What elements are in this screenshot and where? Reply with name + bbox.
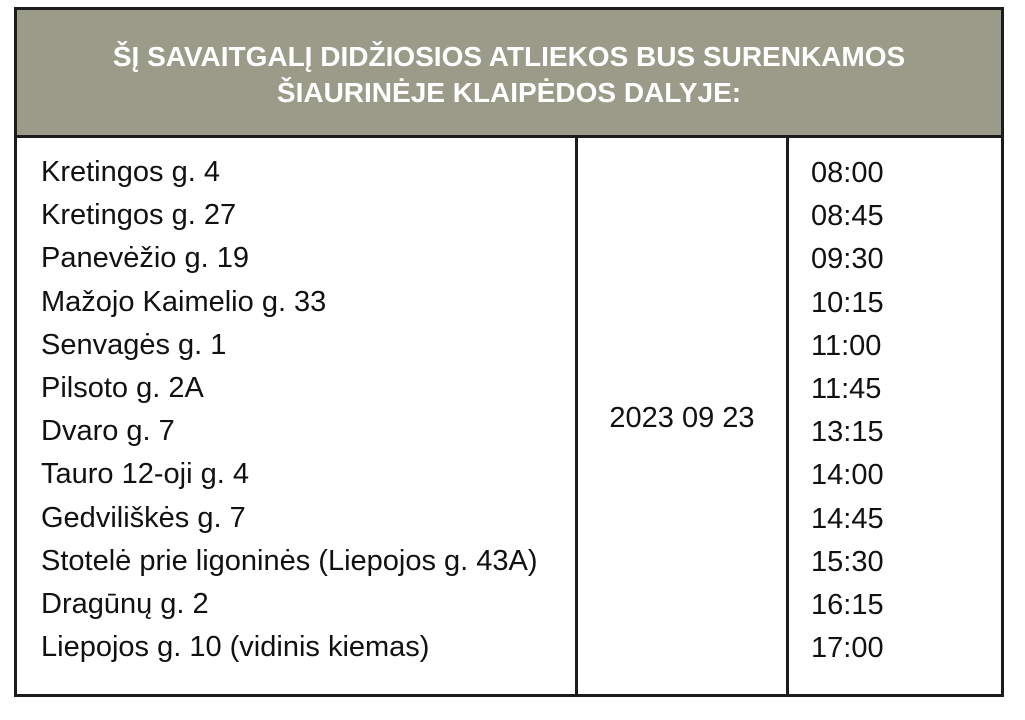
time-item: 08:00 — [811, 157, 884, 189]
time-item: 14:00 — [811, 459, 884, 492]
address-item: Tauro 12-oji g. 4 — [41, 458, 249, 491]
address-item: Kretingos g. 4 — [41, 156, 220, 188]
time-item: 15:30 — [811, 545, 884, 578]
time-list — [789, 138, 1001, 670]
header-title-line-1: ŠĮ SAVAITGALĮ DIDŽIOSIOS ATLIEKOS BUS SURENKAMOS — [112, 40, 906, 72]
time-item: 11:45 — [811, 372, 882, 405]
time-item: 14:45 — [811, 502, 884, 535]
addresses-column — [17, 138, 578, 694]
time-item: 10:15 — [811, 286, 884, 319]
time-item: 11:00 — [811, 329, 882, 362]
address-item: Dvaro g. 7 — [41, 415, 175, 448]
schedule-table — [14, 7, 1004, 697]
time-item: 09:30 — [811, 243, 884, 276]
collection-date: 2023 09 23 — [609, 401, 755, 434]
address-item: Senvagės g. 1 — [41, 328, 227, 361]
address-item: Mažojo Kaimelio g. 33 — [41, 285, 327, 318]
time-item: 16:15 — [811, 588, 884, 621]
table-header — [17, 10, 1001, 138]
address-item: Liepojos g. 10 (vidinis kiemas) — [41, 631, 430, 664]
address-item: Kretingos g. 27 — [41, 199, 237, 232]
time-item: 13:15 — [811, 416, 884, 449]
header-title-line-2: ŠIAURINĖJE KLAIPĖDOS DALYJE: — [276, 76, 742, 108]
header-title — [113, 39, 905, 111]
date-column — [578, 138, 789, 694]
address-item: Gedviliškės g. 7 — [41, 501, 246, 534]
address-item: Dragūnų g. 2 — [41, 587, 209, 620]
address-item: Stotelė prie ligoninės (Liepojos g. 43A) — [41, 544, 538, 577]
time-item: 17:00 — [811, 632, 884, 665]
time-item: 08:45 — [811, 200, 884, 233]
address-item: Panevėžio g. 19 — [41, 242, 249, 275]
times-column — [789, 138, 1001, 694]
address-list — [17, 138, 575, 669]
address-item: Pilsoto g. 2A — [41, 371, 204, 404]
